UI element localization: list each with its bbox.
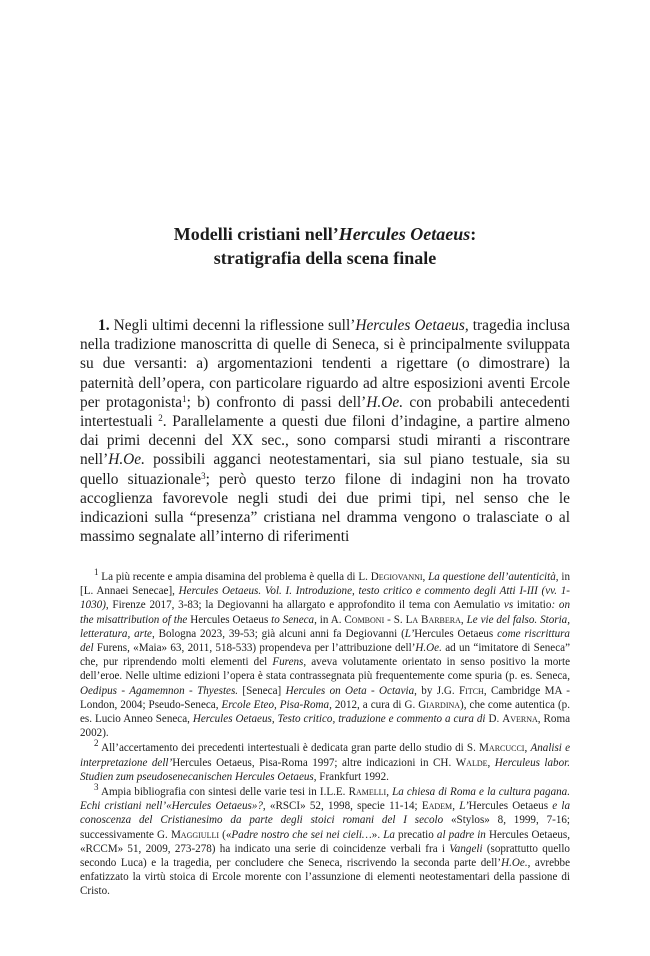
text-run: Hercules Oetaeus — [172, 756, 252, 769]
footnote-number: 1 — [94, 567, 99, 577]
text-run: Hercules Oetaeus — [485, 828, 568, 841]
text-run: . Parallelamente a questi due filoni d’indagine, a partire almeno dai primi decenni del XX sec., sono comparsi studi miranti a riscontrare nell’ — [80, 413, 570, 469]
author-name: Walde — [455, 756, 488, 769]
italic-run: H.Oe. — [108, 451, 145, 469]
italic-run: al padre in — [436, 828, 486, 841]
text-run: , aveva volutamente orientato in senso positivo la morte dell’eroe. Nelle ultime edizioni l’opera è stata contrassegnata più frequentemente come spuria (p. es. Seneca, — [80, 656, 570, 683]
text-run: , — [487, 756, 495, 769]
text-run: All’accertamento dei precedenti intertestuali è dedicata gran parte dello studio di S. — [98, 742, 480, 755]
text-run: , Cambridge MA - London, 2004; Pseudo-Seneca, — [80, 684, 570, 711]
text-run: [Seneca] — [238, 684, 286, 697]
italic-run: Le vie del falso. Storia, letteratura, arte — [80, 613, 570, 640]
italic-run: Padre nostro che sei nei cieli… — [231, 828, 372, 841]
text-run: , tragedia inclusa nella tradizione manoscritta di quelle di Seneca, si è principalmente sviluppata su due versanti: a) argomentazioni tendenti a rigettare (o dimostrare) la paternità dell’opera, con particolare riguardo ad altre esposizioni aventi Ercole per protagonista — [80, 317, 570, 411]
text-run: , Pisa-Roma 1997; altre indicazioni in CH. — [251, 756, 456, 769]
text-run: Hercules Oetaeus — [414, 627, 494, 640]
italic-run: Hercules Oetaeus, Testo critico, traduzione e commento a cura di — [192, 713, 486, 726]
text-run: , — [452, 800, 460, 813]
section-number: 1. — [98, 317, 110, 334]
footnote-2 — [80, 738, 571, 784]
title-text: Modelli cristiani nell’ — [173, 224, 339, 244]
text-run: (« — [219, 828, 232, 841]
text-run: , Firenze 2017, 3-83; la Degiovanni ha allargato e approfondito il tema con Aemulatio — [105, 599, 504, 612]
text-run: «Stylos» 8, 1999, 7-16; successivamente G. — [80, 814, 570, 841]
footnote-ref-2[interactable]: 2 — [158, 413, 163, 424]
italic-run: Ercole Eteo, Pisa-Roma, — [221, 698, 332, 711]
title-line-1 — [0, 222, 650, 246]
author-name: Degiovanni — [370, 571, 423, 583]
italic-run: La questione dell’autenticità — [428, 571, 556, 583]
text-run: , Roma 2002). — [80, 713, 570, 740]
title-work-name: Hercules Oetaeus — [338, 224, 471, 244]
text-run: , by J.G. — [414, 684, 459, 697]
italic-run: vs — [503, 599, 514, 612]
author-name: Giardina — [418, 698, 461, 711]
text-run: La più recente e ampia disamina del problema è quella di L. — [98, 571, 371, 583]
text-run: Ampia bibliografia con sintesi delle varie tesi in I.L.E. — [98, 786, 349, 799]
italic-run: H.Oe. — [366, 393, 404, 411]
footnote-number: 3 — [94, 782, 99, 793]
footnote-number: 2 — [94, 738, 99, 749]
text-run: , — [422, 571, 429, 583]
italic-run: Hercules Oetaeus — [355, 317, 465, 334]
italic-run: Furens — [272, 656, 304, 669]
author-name: Fitch — [459, 684, 484, 697]
italic-run: Analisi e interpretazione dell’ — [80, 742, 570, 769]
text-run: ». — [371, 828, 384, 841]
text-run: D. — [485, 713, 503, 726]
author-name: Ramelli — [348, 786, 387, 799]
text-run: , «RSCI» 52, 1998, specie 11-14; — [262, 800, 422, 813]
title-colon: : — [470, 224, 477, 244]
author-name: La Barbera — [405, 613, 461, 626]
italic-run: Herculeus labor. Studien zum pseudosenecanischen Hercules Oetaeus — [80, 756, 571, 783]
author-name: Comboni — [344, 613, 385, 626]
italic-run: Hercules on Oeta - Octavia — [285, 684, 415, 697]
text-run: - S. — [384, 613, 406, 626]
body-text — [80, 316, 570, 546]
text-run: ; b) confronto di passi dell’ — [186, 393, 367, 411]
author-name: Averna — [502, 713, 538, 726]
article-title — [0, 222, 650, 270]
italic-run: L’ — [459, 800, 469, 813]
italic-run: L’ — [404, 627, 415, 640]
text-run: , in [L. Annaei Senecae], — [80, 571, 570, 598]
italic-run: La — [383, 828, 395, 841]
title-line-2: stratigrafia della scena finale — [213, 248, 437, 268]
italic-run: e la conoscenza del Cristianesimo da parte degli stoici romani del I secolo — [80, 800, 570, 827]
italic-run: to Seneca — [268, 613, 315, 626]
italic-run: H.Oe. — [501, 857, 528, 870]
text-run: possibili agganci neotestamentari, sia sul piano testuale, sia su quello situazionale — [80, 451, 570, 488]
footnote-1 — [80, 567, 570, 740]
text-run: ; però questo terzo filone di indagini non ha trovato accoglienza favorevole negli studi dei due primi tipi, nel senso che le indicazioni sulla “presenza” cristiana nel dramma vengono o tralasciate o al massimo segnalate all’interno di riferimenti — [80, 470, 570, 546]
text-run: con probabili antecedenti intertestuali — [80, 393, 570, 431]
text-run: Negli ultimi decenni la riflessione sull’ — [109, 317, 356, 334]
author-name: Maggiulli — [170, 828, 220, 841]
text-run: ), che come autentica (p. es. Lucio Anneo Seneca, — [80, 698, 570, 726]
text-run: , in A. — [314, 613, 345, 626]
text-run: Furens — [96, 642, 128, 655]
paragraph-1 — [80, 316, 570, 546]
italic-run: Vangeli — [449, 842, 483, 855]
author-name: Marcucci — [479, 742, 525, 755]
footnote-ref-1[interactable]: 1 — [182, 393, 187, 404]
text-run: , Bologna 2023, 39-53; già alcuni anni fa Degiovanni ( — [151, 627, 405, 640]
text-run: 2012, a cura di G. — [331, 698, 419, 711]
italic-run: Oedipus - Agamemnon - Thyestes. — [80, 684, 239, 697]
text-run: ad un “imitatore di Seneca” che, pur riprendendo molti elementi del — [80, 642, 570, 669]
italic-run: : on the misattribution of the — [80, 599, 570, 626]
text-run: , «Maia» 63, 2011, 518-533) propendeva per l’attribuzione dell’ — [127, 642, 416, 655]
text-run: , — [460, 613, 467, 626]
footnote-ref-3[interactable]: 3 — [201, 470, 206, 481]
text-run: Hercules Oetaeus — [468, 800, 549, 813]
text-run: , — [386, 786, 393, 799]
text-run: , Frankfurt 1992. — [313, 770, 389, 783]
text-run: precatio — [394, 828, 437, 841]
author-name: Eadem — [421, 800, 453, 813]
text-run: , avrebbe enfatizzato la virtù stoica di Ercole morente con l’assunzione di elementi neotestamentari della passione di Cristo. — [80, 857, 571, 898]
text-run: , «RCCM» 51, 2009, 273-278) ha indicato una serie di coincidenze verbali fra i — [80, 828, 571, 855]
italic-run: come riscrittura del — [80, 627, 570, 655]
text-run: (soprattutto quello secondo Luca) e la tragedia, per concludere che Seneca, riscrivendo la seconda parte dell’ — [80, 842, 570, 870]
italic-run: La chiesa di Roma e la cultura pagana. Echi cristiani nell’«Hercules Oetaeus»? — [80, 786, 570, 813]
italic-run: Hercules Oetaeus. Vol. I. Introduzione, testo critico e commento degli Atti I-III (vv. 1-1030) — [80, 585, 570, 612]
footnote-3 — [80, 782, 571, 899]
text-run: , — [524, 742, 531, 755]
text-run: Hercules Oetaeus — [190, 613, 269, 626]
footnotes — [80, 567, 571, 900]
text-run: imitatio — [513, 599, 552, 612]
italic-run: H.Oe. — [415, 642, 442, 655]
